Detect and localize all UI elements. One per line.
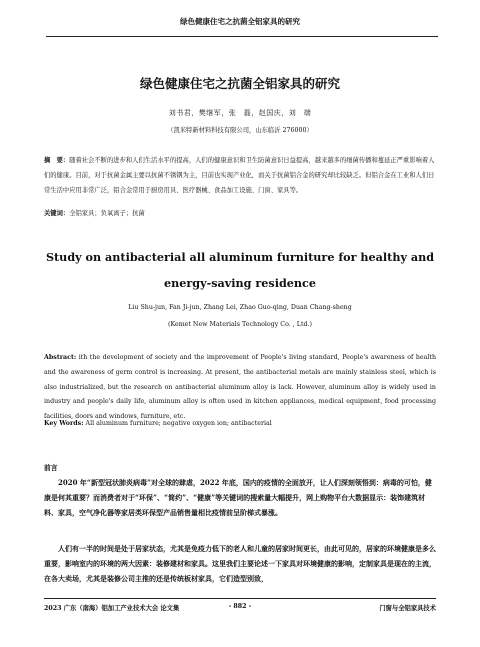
running-head: 绿色健康住宅之抗菌全铝家具的研究 [180, 17, 300, 26]
authors-chinese: 刘书君，樊继军，张 磊，赵国庆，刘 端 [168, 109, 312, 117]
abstract-english-text: ith the development of society and the improvement of People's living standard, People's awareness of health and the awareness of germ control is increasing. At present, the antibacterial metals are mainly stainless steel, which is also industrialized, but the research on antibacterial aluminum alloy is lack. However, aluminum alloy is widely used in industry and people's daily life, aluminum alloy is often used in kitchen appliances, medical equipment, food processing facilities, doors and windows, furniture, etc. [44, 354, 436, 421]
abstract-english [44, 351, 436, 425]
footer-rule [44, 598, 436, 599]
title-chinese: 绿色健康住宅之抗菌全铝家具的研究 [139, 76, 340, 91]
abstract-chinese-label: 摘 要： [44, 157, 70, 164]
footer-section: 门窗与全铝家具技术 [379, 605, 436, 612]
keywords-chinese-label: 关键词： [44, 210, 70, 217]
header-rule [46, 36, 438, 37]
body-paragraph [44, 541, 436, 587]
abstract-chinese [44, 153, 436, 199]
footer-proceedings: 2023 广东（南海）铝加工产业技术大会 论文集 [44, 605, 180, 612]
body-paragraph-text: 2020 年“新型冠状肺炎病毒”对全球的肆虐，2022 年底，国内的疫情的全面放开，让人们深刻领悟到：病毒的可怕，健康是何其重要？而消费者对于“环保”、“简约”、“健康”等关键词的搜索量大幅提升，网上购物平台大数据显示：装饰建筑材料、家具，空气净化器等家居类环保型产品销售量相比疫情前呈阶梯式暴涨。 [44, 478, 432, 518]
affiliation-english: (Kemet New Materials Technology Co. , Ltd.) [167, 321, 313, 328]
abstract-chinese-text: 随着社会不断的进步和人们生活水平的提高，人们的健康意识和卫生防菌意识日益提高，越来越多的细菌传播和蔓延正严重影响着人们的健康。目前，对于抗菌金属主要以抗菌不锈钢为主，目前也实现产业化，而关于抗菌铝合金的研究却比较缺乏。但铝合金在工业和人们日常生活中应用非常广泛，铝合金常用于厨房用具、医疗器械、食品加工设施、门窗、家具等。 [44, 157, 435, 195]
affiliation-chinese: （凯米特新材料科技有限公司，山东临沂 276000） [167, 127, 313, 134]
abstract-english-label: Abstract: [44, 354, 77, 361]
keywords-english-label: Key Words: [44, 420, 84, 427]
page-number: - 882 - [228, 603, 252, 610]
title-english: Study on antibacterial all aluminum furniture for healthy and energy-saving residence [45, 250, 435, 290]
keywords-english [44, 420, 436, 427]
authors-english: Liu Shu-jun, Fan Ji-jun, Zhang Lei, Zhao Guo-qing, Duan Chang-sheng [128, 304, 352, 311]
body-paragraph [44, 475, 436, 521]
keywords-chinese-text: 全铝家具；负氧离子；抗菌 [69, 210, 145, 217]
keywords-english-text: All aluminum furniture; negative oxygen ion; antibacterial [83, 420, 272, 427]
section-heading: 前言 [44, 464, 58, 472]
keywords-chinese [44, 208, 436, 217]
body-paragraph-text: 人们有一半的时间是处于居家状态，尤其是免疫力低下的老人和儿童的居家时间更长，由此可见的，居家的环境健康是多么重要，影响室内的环境的两大因素：装修建材和家具。这里我们主要论述一下家具对环境健康的影响，定制家具是现在的主流，在各大卖场，尤其是装修公司主推的还是传统板材家具，它们造型别致， [44, 544, 436, 584]
